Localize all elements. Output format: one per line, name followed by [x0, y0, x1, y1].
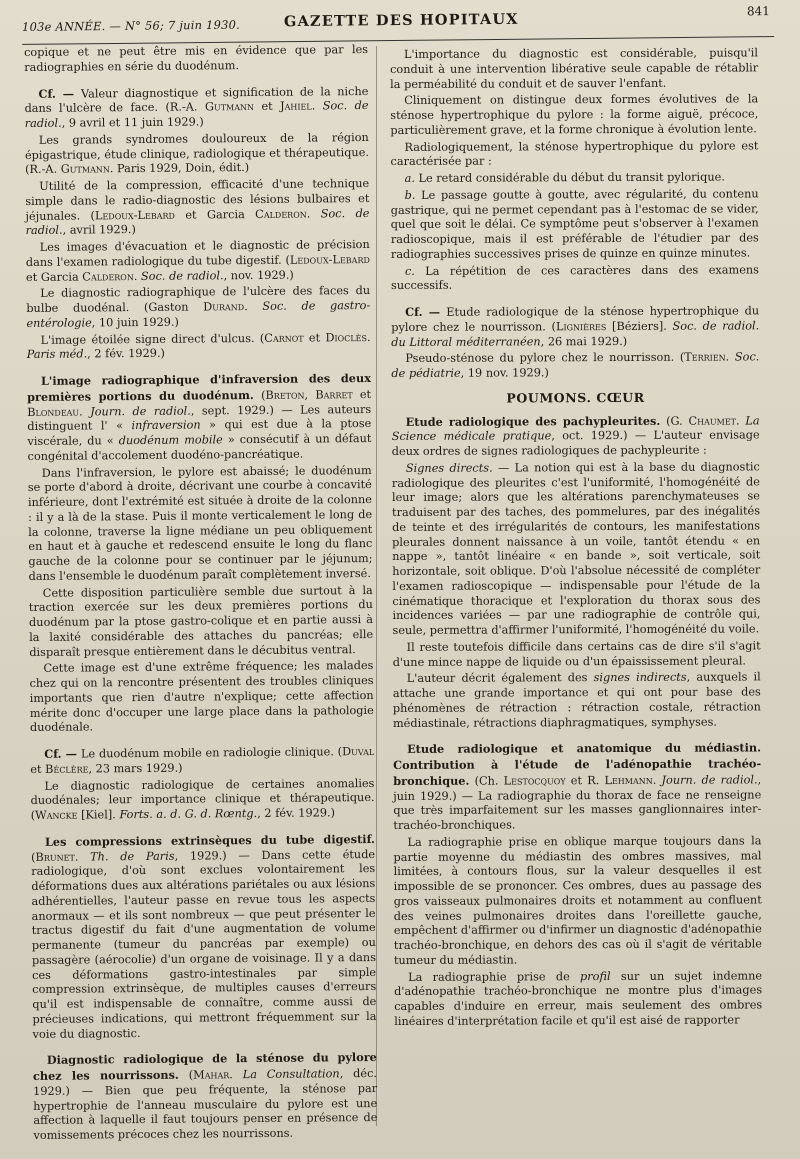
text-span: signes indirects: [593, 670, 687, 685]
text-span: et: [303, 330, 326, 345]
text-span: Le passage goutte à goutte, avec régularité, du contenu gastrique, qui ne permet cependant pas à l'estomac de se vider, quel que soit le délai. Ce symptôme peut s'observer à l'examen radioscopique, mais il est préférable de l'étudier par des radiographies successives prises de quinze en quinze minutes.: [390, 187, 759, 261]
text-span: Soc. de radiol.: [25, 206, 370, 238]
text-span: , 1929.) — Dans cette étude radiologique, d'où sont exclues volontairement les déformations dues aux altérations pariétales ou aux lésions adhérentielles, l'auteur passe en revue tous les aspects anormaux — et ils sont nombreux — que peut présenter le tractus digestif du fait d'une augmentation de volume permanente (tumeur du pancréas par exemple) ou passagère (aérocolie) d'un organe de voisinage. Il y a dans ces déformations gastro-intestinales par simple compression extrinsèque, de multiples causes d'erreurs qu'il est indispensable de connaître, comme aussi de précieuses indications, qui mettront fréquemment sur la voie du diagnostic.: [31, 847, 377, 1041]
text-span: Le diagnostic radiographique de l'ulcère des faces du bulbe duodénal. (Gaston: [26, 284, 371, 315]
text-span: Durand: [203, 300, 245, 314]
paragraph: [30, 744, 374, 778]
text-span: Utilité de la compression, efficacité d'une technique simple dans le radio-diagnostic des lésions bulbaires et jéjunales. (: [25, 176, 370, 223]
text-span: et R.: [565, 773, 605, 787]
text-span: , 2 fév. 1929.): [257, 806, 336, 820]
text-span: Pseudo-sténose du pylore chez le nourrisson. (: [405, 350, 685, 366]
text-span: , déc. 1929.) — Bien que peu fréquente, la sténose par hypertrophie de l'anneau musculaire du pylore est une affection à laquelle il faut toujours penser en présence de vomissements précoces chez les nourrissons.: [33, 1066, 378, 1142]
text-span: (: [31, 850, 36, 864]
text-span: , sept. 1929.) — Les auteurs distinguent l' «: [27, 402, 372, 434]
text-span: Valeur diagnostique et signification de la niche dans l'ulcère de face. (R.-A.: [24, 84, 369, 116]
text-span: Les compressions extrinsèques du tube digestif.: [44, 831, 375, 849]
paragraph: [393, 741, 761, 834]
text-span: sur un sujet indemne d'adénopathie trachéo-bronchique ne montre plus d'images capables d'induire en erreur, mais seulement des ombres linéaires d'interprétation facile et qu'il est aisé de rapporter: [394, 968, 763, 1028]
text-span: et Garcia: [25, 270, 83, 284]
text-span: .: [133, 269, 142, 283]
text-span: .: [74, 849, 91, 864]
text-span: , 9 avril et 11 juin 1929.): [61, 115, 204, 130]
paragraph: [393, 834, 762, 968]
text-span: Cliniquement on distingue deux formes évolutives de la sténose hypertrophique du pylore : la forme aiguë, précoce, particulièrement grave, et la forme chronique à évolution lente.: [390, 92, 759, 137]
text-span: POUMONS. CŒUR: [506, 389, 645, 406]
text-span: La radiographie prise en oblique marque toujours dans la partie moyenne du médiastin des ombres massives, mal limitées, à contours flous, sur la valeur desquelles il est impossible de se prononcer. Ces ombres, dues au passage des gros vaisseaux pulmonaires droits et notamment au confluent des veines pulmonaires droites dans l'oreillette gauche, empêchent d'affirmer ou d'infirmer un diagnostic d'adénopathie trachéo-bronchique, en dehors des cas où il s'agit de véritable tumeur du médiastin.: [393, 834, 762, 967]
text-span: Brunet: [35, 850, 75, 864]
text-span: Dioclès: [325, 330, 368, 344]
text-span: La radiographie prise de: [408, 969, 581, 984]
journal-title: GAZETTE DES HOPITAUX: [283, 10, 519, 31]
column-divider: [376, 46, 377, 1126]
text-span: (: [178, 1068, 194, 1082]
text-span: Ledoux-Lebard: [94, 208, 176, 222]
text-span: L'importance du diagnostic est considérable, puisqu'il conduit à une intervention libérative seule capable de rétablir la perméabilité du conduit et de sauver l'enfant.: [390, 46, 759, 91]
paragraph: [26, 238, 370, 285]
paragraph: [390, 46, 758, 92]
text-span: Gutmann: [60, 162, 110, 176]
text-span: Chaumet: [688, 413, 737, 428]
text-span: profil: [579, 969, 611, 983]
right-column: [390, 46, 762, 1031]
paragraph: [392, 413, 760, 460]
text-span: (: [253, 388, 266, 402]
text-span: Soc. de radiol.: [140, 268, 224, 283]
text-span: » qui est due à la ptose viscérale, du «: [27, 417, 372, 448]
text-span: Etude radiologique de la sténose hypertrophique du pylore chez le nourrisson. (: [391, 304, 760, 334]
text-span: La répétition de ces caractères dans des examens successifs.: [391, 262, 759, 293]
text-span: Radiologiquement, la sténose hypertrophique du pylore est caractérisée par :: [390, 138, 759, 169]
text-span: — La notion qui est à la base du diagnostic radiologique des pleurites c'est l'uniformité, l'homogénéité de leur image; alors que les altérations parenchymateuses se traduisent par des taches, des pommelures, par des inégalités de teinte et des irrégularités de contours, les manifestations pleurales donnent naissance à un voile, tantôt étendu « en nappe », tantôt linéaire « en bande », soit verticale, soit horizontale, soit oblique. D'où l'absolue nécessité de compléter l'examen radioscopique — indispensable pour l'étude de la cinématique thoracique et l'exploration du thorax sous des incidences variées — par une radiographie de contrôle qui, seule, permettra d'affirmer l'uniformité, l'homogénéité du voile.: [391, 460, 761, 637]
text-span: Journ. de radiol.: [661, 773, 758, 787]
text-span: .: [311, 99, 323, 113]
text-span: Lehmann: [604, 773, 653, 787]
text-span: infraversion: [131, 418, 201, 433]
text-span: Jahiel: [280, 99, 312, 114]
text-span: et: [253, 100, 281, 114]
text-span: .: [366, 330, 371, 344]
text-span: Blondeau: [27, 405, 80, 419]
text-span: Duval: [341, 744, 375, 759]
paragraph: [27, 371, 372, 464]
text-span: Forts. a. d. G. d. Rœntg.: [119, 806, 258, 822]
paragraph: [390, 93, 758, 139]
text-span: Cf. —: [38, 86, 82, 101]
text-span: et: [352, 387, 372, 401]
text-span: (Ch.: [469, 774, 504, 788]
paragraph: [394, 969, 762, 1030]
text-span: .: [79, 404, 91, 419]
text-span: Le diagnostic radiologique de certaines anomalies duodénales; leur importance clinique et thérapeutique. (: [30, 776, 375, 822]
text-span: L'image radiographique d'infraversion des deux premières portions du duodénum.: [26, 370, 371, 404]
text-span: Gutmann: [204, 100, 255, 114]
paragraph: [25, 177, 370, 239]
paragraph: [33, 1050, 378, 1143]
text-span: La Science médicale pratique: [391, 413, 760, 444]
paragraph: [29, 583, 374, 660]
paragraph: [27, 330, 371, 363]
text-span: et Garcia: [174, 207, 256, 222]
text-span: (G.: [660, 414, 689, 428]
text-span: Etude radiologique des pachypleurites.: [405, 413, 661, 429]
text-span: Béclère: [45, 762, 89, 776]
text-span: Soc. de radiol.: [24, 99, 369, 130]
page-header: [22, 2, 774, 45]
paragraph: [29, 659, 374, 736]
text-span: , auxquels il attache une grande importance et qui ont pour base des phénomènes de rétraction : rétraction costale, rétraction médiastinale, rétractions diaphragmatiques, symphyses.: [392, 670, 761, 730]
paragraph: [390, 139, 758, 170]
text-span: Carnot: [264, 331, 304, 345]
paragraph: [391, 303, 759, 350]
paragraph: [31, 832, 377, 1042]
text-span: La Consultation: [242, 1067, 340, 1082]
text-span: Terrien: [684, 350, 726, 364]
text-span: Cette image est d'une extrême fréquence; les malades chez qui on la rencontre présentent des troubles cliniques importants que rien d'autre n'explique; cette affection mérite donc d'occuper une large place dans la pathologie duodénale.: [29, 659, 374, 735]
text-span: , juin 1929.) — La radiographie du thorax de face ne renseigne que très imparfaitement sur les masses ganglionnaires inter-trachéo-bronchiques.: [393, 773, 762, 832]
text-span: Lignières: [555, 319, 607, 334]
text-span: Th. de Paris: [90, 849, 175, 863]
text-span: Cf. —: [405, 304, 447, 319]
section-heading: [391, 390, 759, 406]
text-span: Soc. de pédiatrie: [391, 350, 760, 380]
paragraph: [393, 671, 761, 732]
page-number: 841: [746, 4, 770, 19]
text-span: L'auteur décrit également des: [406, 671, 594, 686]
paragraph: [26, 284, 370, 331]
text-span: Breton, Barret: [265, 387, 353, 402]
text-span: Soc. de radiol. du Littoral méditerranéen: [391, 319, 760, 349]
text-span: Ledoux-Lebard: [289, 252, 370, 267]
text-span: .: [229, 1068, 243, 1082]
text-span: , 10 juin 1929.): [91, 315, 179, 330]
text-span: Lestocquoy: [503, 773, 566, 788]
text-span: .: [725, 350, 735, 364]
text-span: a.: [404, 171, 415, 185]
text-span: , 19 nov. 1929.): [460, 366, 549, 380]
text-span: . Paris 1929, Doin, édit.): [109, 161, 250, 176]
text-span: , avril 1929.): [62, 223, 136, 237]
paragraph: [25, 131, 369, 178]
text-span: Diagnostic radiologique de la sténose du pylore chez les nourrissons.: [32, 1050, 377, 1083]
text-span: et: [30, 762, 46, 776]
paragraph: [30, 776, 374, 823]
text-span: Mahar: [193, 1068, 230, 1082]
paragraph: [391, 170, 759, 186]
text-span: Cf. —: [44, 746, 82, 761]
text-span: Journ. de radiol.: [90, 404, 191, 418]
paragraph: [24, 83, 368, 131]
text-span: copique et ne peut être mis en évidence que par les radiographies en série du duodénum.: [24, 42, 369, 74]
text-span: Wancke: [35, 808, 78, 822]
text-span: .: [244, 299, 263, 314]
issue-info: 103e ANNÉE. — N° 56; 7 juin 1930.: [21, 17, 241, 34]
text-span: , 2 fév. 1929.): [87, 347, 166, 361]
text-span: duodénum mobile: [118, 433, 223, 448]
paragraph: [28, 463, 373, 584]
paragraph: [391, 351, 759, 382]
text-span: .: [306, 206, 321, 221]
text-span: Soc. de gastro-entérologie: [26, 298, 371, 330]
text-span: Calderon: [255, 207, 307, 221]
text-span: Etude radiologique et anatomique du médiastin. Contribution à l'étude de l'adénopathie trachéo-bronchique.: [393, 740, 762, 788]
text-span: [Béziers].: [606, 319, 673, 333]
text-span: c.: [404, 264, 415, 278]
text-span: Il reste toutefois difficile dans certains cas de dire s'il s'agit d'une mince nappe de liquide ou d'un épaississement pleural.: [392, 639, 761, 669]
text-span: , oct. 1929.) — L'auteur envisage deux ordres de signes radiologiques de pachypleurite :: [391, 428, 760, 458]
text-span: , 23 mars 1929.): [88, 761, 183, 776]
text-span: Le duodénum mobile en radiologie clinique. (: [80, 745, 343, 761]
text-span: [Kiel].: [77, 808, 120, 822]
text-span: Calderon: [82, 269, 134, 284]
text-span: b.: [404, 188, 416, 202]
text-span: Dans l'infraversion, le pylore est abaissé; le duodénum se porte d'abord à droite, décrivant une courbe à concavité inférieure, dont l'extrémité est située à droite de la colonne : il y a là de la stase. Puis il monte verticalement le long de la colonne, traverse la ligne médiane un peu obliquement en haut et à gauche et redescend ensuite le long du flanc gauche de la colonne pour se continuer par le jéjunum; dans l'ensemble le duodénum paraît complètement inversé.: [27, 463, 373, 583]
text-span: L'image étoilée signe direct d'ulcus. (: [40, 331, 265, 347]
text-span: Les images d'évacuation et le diagnostic de précision dans l'examen radiologique du tube digestif. (: [25, 237, 370, 269]
paragraph: [391, 187, 759, 262]
text-span: Signes directs.: [405, 461, 493, 475]
text-span: Le retard considérable du début du transit pylorique.: [414, 170, 725, 185]
text-span: .: [652, 773, 662, 787]
text-span: .: [735, 413, 746, 427]
paragraph: [24, 43, 368, 76]
paragraph: [392, 460, 761, 639]
paragraph: [391, 263, 759, 294]
text-span: , 26 mai 1929.): [540, 334, 628, 348]
text-span: Les grands syndromes douloureux de la région épigastrique, étude clinique, radiologique et thérapeutique. (R.-A.: [24, 130, 369, 177]
text-span: Paris méd.: [26, 347, 88, 362]
text-span: Cette disposition particulière semble due surtout à la traction exercée sur les deux premières portions du duodénum par la ptose gastro-colique et en partie aussi à la laxité considérable des attaches du pancréas; elle disparaît presque entièrement dans le décubitus ventral.: [28, 583, 374, 659]
paragraph: [393, 639, 761, 670]
text-span: , nov. 1929.): [223, 268, 294, 282]
left-column: [24, 43, 378, 1146]
text-span: » consécutif à un défaut congénital d'accolement duodéno-pancréatique.: [27, 431, 372, 463]
